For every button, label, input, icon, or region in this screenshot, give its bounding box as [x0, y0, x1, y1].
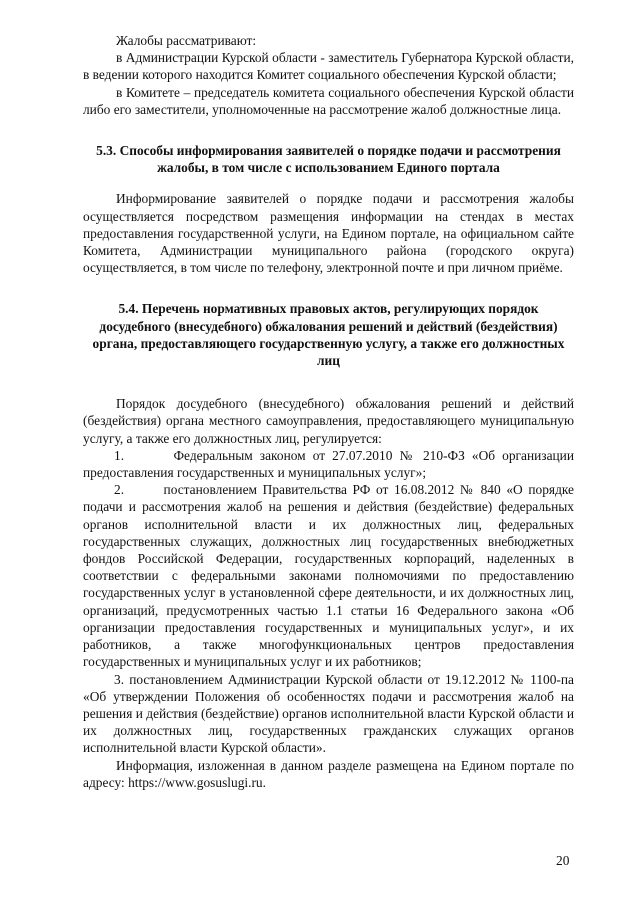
list-item-number: 3.: [114, 671, 125, 687]
list-item-3: [83, 671, 574, 757]
complaints-administration: в Администрации Курской области - заместитель Губернатора Курской области, в ведении которого находится Комитет социального обеспечения Курской области;: [83, 50, 574, 83]
section-5-3-body: Информирование заявителей о порядке подачи и рассмотрения жалобы осуществляется посредством размещения информации на стендах в местах предоставления государственной услуги, на Едином портале, на официальном сайте Комитета, Администрации муниципального района (городского округа) осуществляется, в том числе по телефону, электронной почте и при личном приёме.: [83, 191, 574, 276]
list-item-text: постановлением Администрации Курской области от 19.12.2012 № 1100-па «Об утверждении Положения об особенностях подачи и рассмотрения жалоб на решения и действия (бездействие) органов исполнительной власти Курской области и их должностных лиц, государственных гражданских служащих органов исполнительной власти Курской области».: [83, 671, 574, 756]
list-item-1: [83, 447, 574, 481]
spacer: [83, 276, 574, 300]
spacer: [83, 176, 574, 190]
list-item-number: 2.: [114, 482, 125, 498]
page-number: 20: [556, 853, 570, 868]
section-5-4-closing: Информация, изложенная в данном разделе размещена на Едином портале по адресу: https://www.gosuslugi.ru.: [83, 757, 574, 790]
spacer: [83, 369, 574, 395]
list-item-2: [83, 481, 574, 670]
complaints-committee: в Комитете – председатель комитета социального обеспечения Курской области либо его заместители, уполномоченные на рассмотрение жалоб должностные лица.: [83, 84, 574, 117]
complaints-intro: Жалобы рассматривают:: [116, 33, 257, 48]
list-item-number: 1.: [114, 447, 125, 463]
section-5-4-intro: Порядок досудебного (внесудебного) обжалования решений и действий (бездействия) органа местного самоуправления, предоставляющего муниципальную услугу, а также его должностных лиц, регулируется:: [83, 396, 574, 446]
spacer: [83, 118, 574, 142]
list-item-text: Федеральным законом от 27.07.2010 № 210-ФЗ «Об организации предоставления государственных и муниципальных услуг»;: [83, 447, 575, 481]
list-item-text: постановлением Правительства РФ от 16.08.2012 № 840 «О порядке подачи и рассмотрения жалоб на решения и действия (бездействие) федеральных органов исполнительной власти и их должностных лиц, федеральных государственных служащих, должностных лиц государственных внебюджетных фондов Российской Федерации, государственных корпораций, наделенных в соответствии с федеральными законами полномочиями по предоставлению государственных услуг в установленной сфере деятельности, и их должностных лиц, организаций, предусмотренных частью 1.1 статьи 16 Федерального закона «Об организации предоставления государственных и муниципальных услуг», и их работников, а также многофункциональных центров предоставления государственных и муниципальных услуг и их работников;: [83, 482, 574, 670]
section-5-3-heading: 5.3. Способы информирования заявителей о порядке подачи и рассмотрения жалобы, в том числе с использованием Единого портала: [96, 143, 561, 176]
section-5-4-heading: 5.4. Перечень нормативных правовых актов, регулирующих порядок досудебного (внесудебного) обжалования решений и действий (бездействия) органа, предоставляющего государственную услугу, а также его должностных лиц: [92, 301, 565, 369]
document-body: [83, 32, 574, 791]
